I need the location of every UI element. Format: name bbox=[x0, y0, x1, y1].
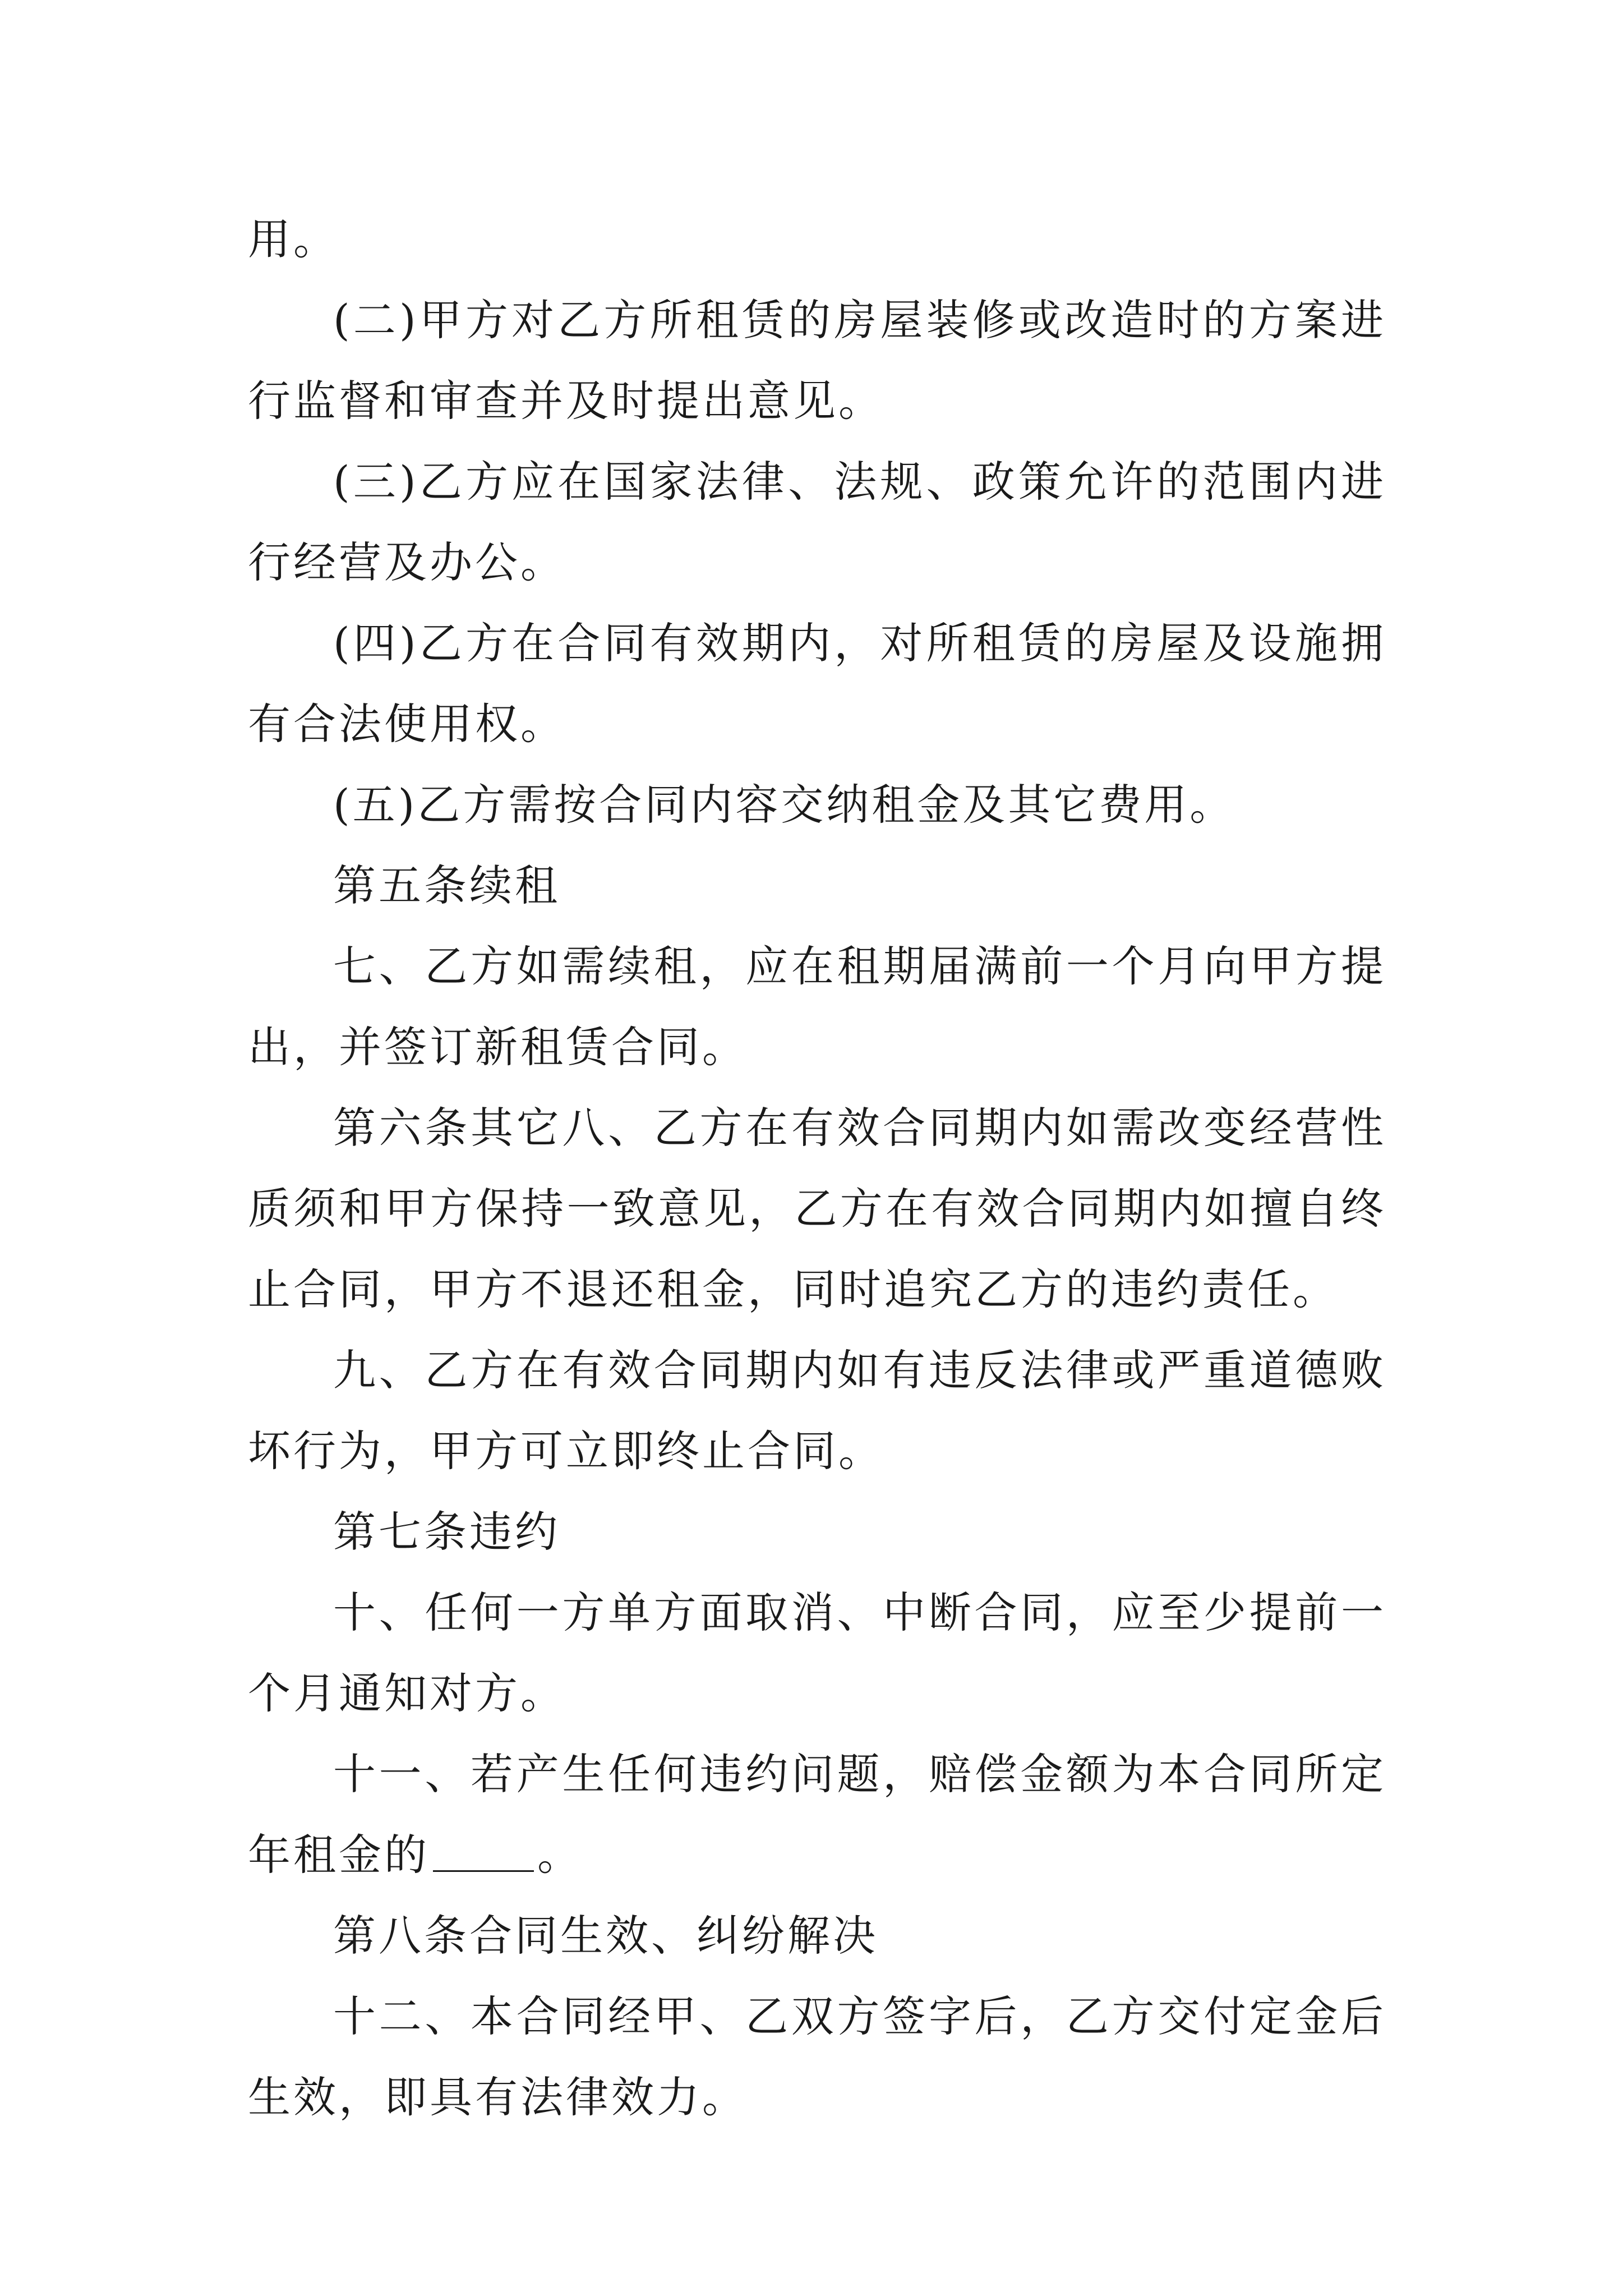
paragraph-clause-5: (五)乙方需按合同内容交纳租金及其它费用。 bbox=[333, 780, 1235, 830]
document-body bbox=[248, 199, 1386, 2138]
paragraph-item-7: 七、乙方如需续租，应在租期届满前一个月向甲方提出，并签订新租赁合同。 bbox=[248, 941, 1386, 1072]
paragraph-item-9: 九、乙方在有效合同期内如有违反法律或严重道德败坏行为，甲方可立即终止合同。 bbox=[248, 1345, 1386, 1476]
paragraph-item-8: 第六条其它八、乙方在有效合同期内如需改变经营性质须和甲方保持一致意见，乙方在有效合同期内如擅自终止合同，甲方不退还租金，同时追究乙方的违约责任。 bbox=[248, 1103, 1386, 1314]
section-heading-renewal: 第五条续租 bbox=[333, 861, 560, 910]
paragraph-continuation: 用。 bbox=[248, 214, 339, 264]
paragraph-clause-4: (四)乙方在合同有效期内，对所租赁的房屋及设施拥有合法使用权。 bbox=[248, 618, 1386, 749]
item-11-end: 。 bbox=[537, 1830, 583, 1880]
paragraph-clause-2: (二)甲方对乙方所租赁的房屋装修或改造时的方案进行监督和审查并及时提出意见。 bbox=[248, 295, 1386, 426]
paragraph-clause-3: (三)乙方应在国家法律、法规、政策允许的范围内进行经营及办公。 bbox=[248, 457, 1386, 587]
section-heading-effect: 第八条合同生效、纠纷解决 bbox=[333, 1911, 878, 1961]
fill-in-blank bbox=[433, 1832, 534, 1871]
paragraph-item-12: 十二、本合同经甲、乙双方签字后，乙方交付定金后生效，即具有法律效力。 bbox=[248, 1991, 1386, 2122]
paragraph-item-11 bbox=[248, 1734, 1386, 1895]
section-heading-breach: 第七条违约 bbox=[333, 1507, 560, 1557]
item-11-text: 十一、若产生任何违约问题，赔偿金额为本合同所定年租金的 bbox=[248, 1749, 1386, 1880]
paragraph-item-10: 十、任何一方单方面取消、中断合同，应至少提前一个月通知对方。 bbox=[248, 1588, 1386, 1718]
